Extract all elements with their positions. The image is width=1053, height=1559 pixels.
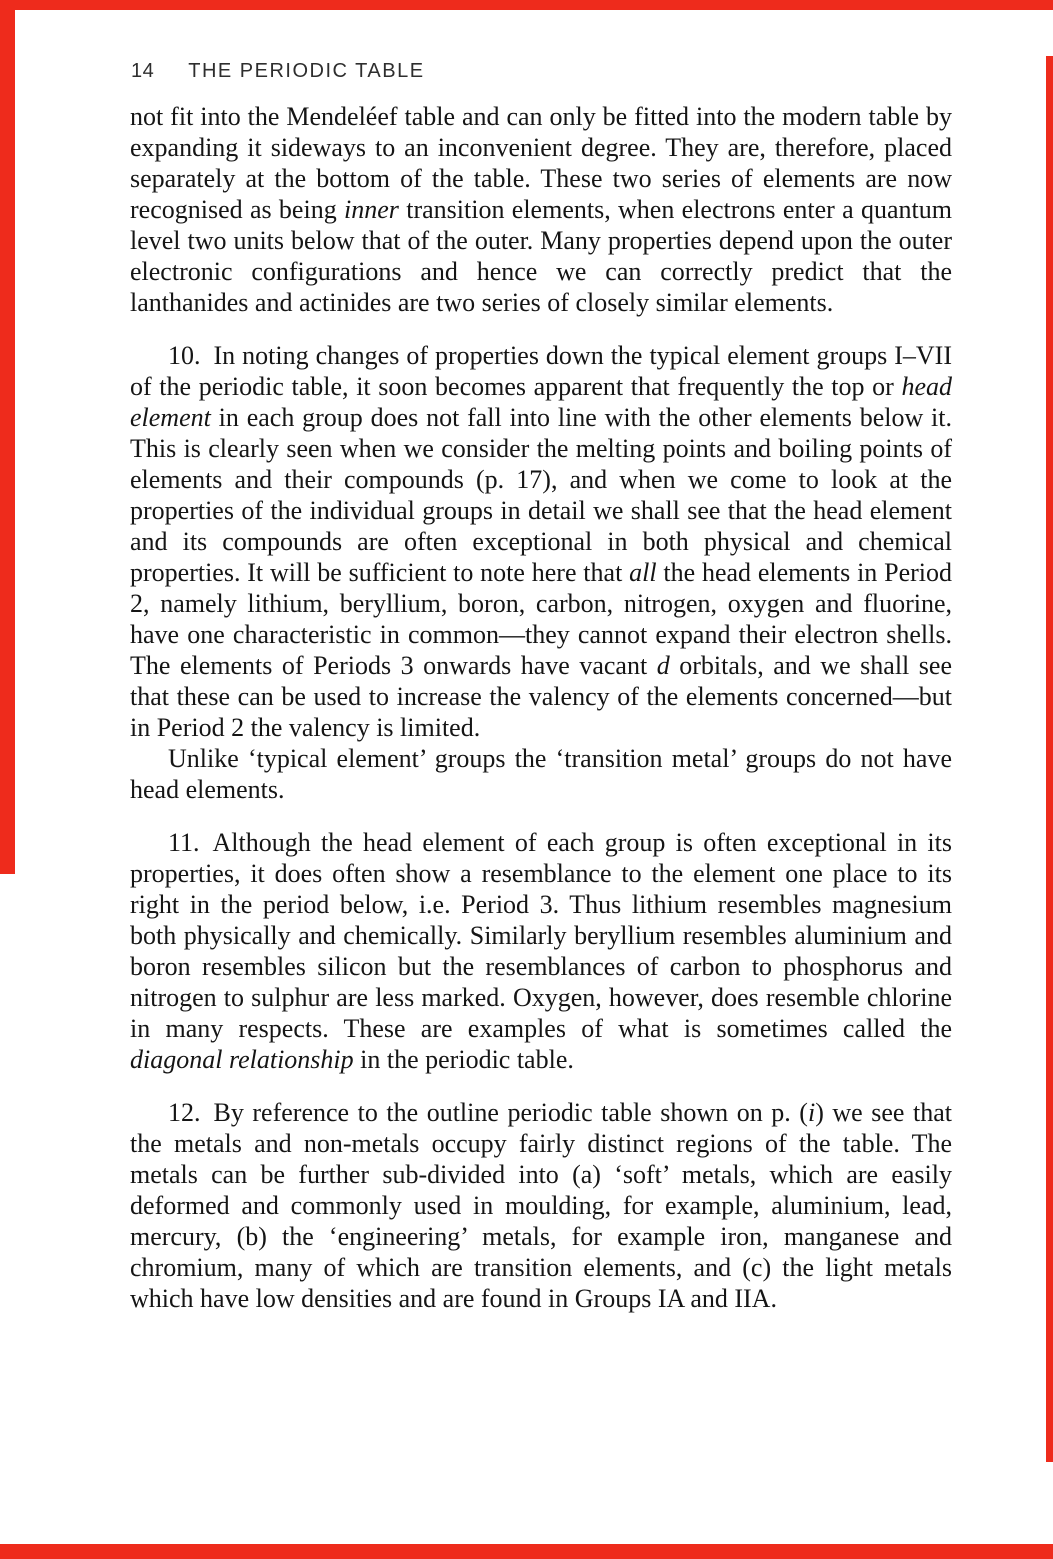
text-run: i	[807, 1098, 816, 1127]
text-run: orbitals, and we shall see that these can be used to increase the valency of the elements concerned—but in Period 2 the valency is limited.	[130, 651, 952, 742]
running-title: THE PERIODIC TABLE	[188, 60, 425, 82]
text-run: diagonal relationship	[130, 1045, 354, 1074]
paragraph	[130, 1097, 952, 1314]
page-number: 14	[131, 60, 155, 82]
text-run: all	[629, 558, 657, 587]
paragraph	[130, 101, 952, 318]
text-run: d	[656, 651, 670, 680]
text-run: ) we see that the metals and non-metals occupy fairly distinct regions of the table. The metals can be further sub-divided into (a) ‘soft’ metals, which are easily deformed and commonly used in moulding, for example, aluminium, lead, mercury, (b) the ‘engineering’ metals, for example iron, manganese and chromium, many of which are transition elements, and (c) the light metals which have low densities and are found in Groups IA and IIA.	[130, 1098, 952, 1313]
paragraph	[130, 340, 952, 743]
scan-edge-right	[1046, 56, 1053, 1462]
text-run: the head elements in Period 2, namely lithium, beryllium, boron, carbon, nitrogen, oxygen and fluorine, have one characteristic in common—they cannot expand their electron shells. The elements of Periods 3 onwards have vacant	[130, 558, 953, 680]
page-header	[131, 60, 425, 83]
text-run: transition elements, when electrons enter a quantum level two units below that of the outer. Many properties depend upon the outer electronic configurations and hence we can correctly predict that the lanthanides and actinides are two series of closely similar elements.	[130, 195, 952, 317]
scan-edge-left	[0, 0, 15, 874]
text-run: 11. Although the head element of each group is often exceptional in its properties, it does often show a resemblance to the element one place to its right in the period below, i.e. Period 3. Thus lithium resembles magnesium both physically and chemically. Similarly beryllium resembles aluminium and boron resembles silicon but the resemblances of carbon to phosphorus and nitrogen to sulphur are less marked. Oxygen, however, does resemble chlorine in many respects. These are examples of what is sometimes called the	[130, 828, 952, 1043]
text-run: 12. By reference to the outline periodic table shown on p. (	[168, 1098, 808, 1127]
text-run: Unlike ‘typical element’ groups the ‘transition metal’ groups do not have head elements.	[130, 744, 952, 804]
scan-edge-bottom	[0, 1544, 1053, 1559]
text-run: inner	[344, 195, 399, 224]
paragraph	[130, 827, 952, 1075]
paragraph	[130, 743, 952, 805]
text-run: in each group does not fall into line with the other elements below it. This is clearly seen when we consider the melting points and boiling points of elements and their compounds (p. 17), and when we come to look at the properties of the individual groups in detail we shall see that the head element and its compounds are often exceptional in both physical and chemical properties. It will be sufficient to note here that	[130, 403, 952, 587]
text-run: in the periodic table.	[353, 1045, 574, 1074]
text-run: not fit into the Mendeléef table and can only be fitted into the modern table by expanding it sideways to an inconvenient degree. They are, therefore, placed separately at the bottom of the table. These two series of elements are now recognised as being	[130, 102, 952, 224]
scan-edge-top	[6, 0, 1053, 10]
text-body	[130, 101, 952, 1314]
text-run: head element	[130, 372, 952, 432]
text-run: 10. In noting changes of properties down the typical element groups I–VII of the periodic table, it soon becomes apparent that frequently the top or	[130, 341, 952, 401]
